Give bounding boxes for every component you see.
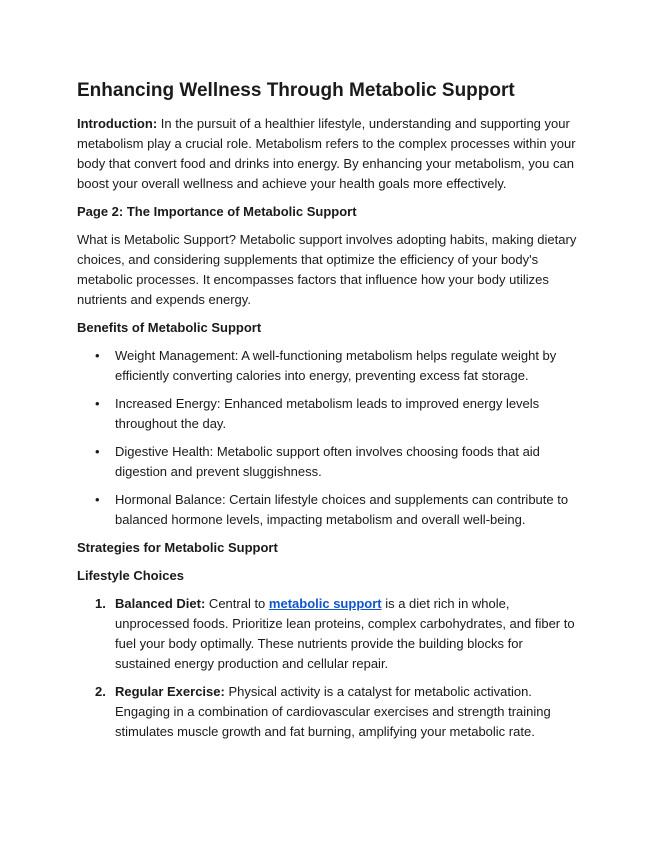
- page2-heading: Page 2: The Importance of Metabolic Support: [77, 204, 357, 219]
- list-item: [95, 594, 577, 674]
- list-item: [95, 490, 577, 530]
- item-text: Physical activity is a catalyst for metabolic activation. Engaging in a combination of cardiovascular exercises and strength training stimulates muscle growth and fat burning, amplifying your metabolic rate.: [115, 684, 551, 739]
- list-item: [95, 346, 577, 386]
- list-item: [95, 394, 577, 434]
- item-label: Regular Exercise:: [115, 684, 225, 699]
- list-item: [95, 682, 577, 742]
- benefit-text: Increased Energy: Enhanced metabolism leads to improved energy levels throughout the day.: [115, 396, 540, 431]
- benefit-text: Hormonal Balance: Certain lifestyle choices and supplements can contribute to balanced hormone levels, impacting metabolism and overall well-being.: [115, 492, 569, 527]
- lifestyle-heading: Lifestyle Choices: [77, 568, 184, 583]
- intro-label: Introduction:: [77, 116, 158, 131]
- bullet-icon: •: [95, 492, 100, 507]
- document-content: [77, 78, 577, 750]
- what-is-paragraph: What is Metabolic Support? Metabolic support involves adopting habits, making dietary choices, and considering supplements that optimize the efficiency of your body's metabolic processes. It encompasses factors that influence how your body utilizes nutrients and expends energy.: [77, 232, 577, 307]
- document-title: Enhancing Wellness Through Metabolic Support: [77, 80, 515, 101]
- list-number: 1.: [95, 596, 106, 611]
- item-text-pre: Central to: [205, 596, 269, 611]
- benefit-text: Weight Management: A well-functioning metabolism helps regulate weight by efficiently converting calories into energy, preventing excess fat storage.: [115, 348, 557, 383]
- benefit-text: Digestive Health: Metabolic support often involves choosing foods that aid digestion and prevent sluggishness.: [115, 444, 540, 479]
- bullet-icon: •: [95, 396, 100, 411]
- metabolic-support-link[interactable]: metabolic support: [268, 596, 382, 611]
- benefits-heading: Benefits of Metabolic Support: [77, 320, 262, 335]
- strategies-heading: Strategies for Metabolic Support: [77, 540, 278, 555]
- item-text-post: is a diet rich in whole, unprocessed foods. Prioritize lean proteins, complex carbohydrates, and fiber to fuel your body optimally. These nutrients provide the building blocks for sustained energy production and cellular repair.: [115, 596, 575, 671]
- item-label: Balanced Diet:: [115, 596, 206, 611]
- benefits-list: [77, 346, 577, 530]
- bullet-icon: •: [95, 444, 100, 459]
- intro-text: In the pursuit of a healthier lifestyle, understanding and supporting your metabolism play a crucial role. Metabolism refers to the complex processes within your body that convert food and drinks into energy. By enhancing your metabolism, you can boost your overall wellness and achieve your health goals more effectively.: [77, 116, 576, 191]
- bullet-icon: •: [95, 348, 100, 363]
- list-item: [95, 442, 577, 482]
- lifestyle-list: [77, 594, 577, 742]
- intro-paragraph: [77, 114, 577, 194]
- list-number: 2.: [95, 684, 106, 699]
